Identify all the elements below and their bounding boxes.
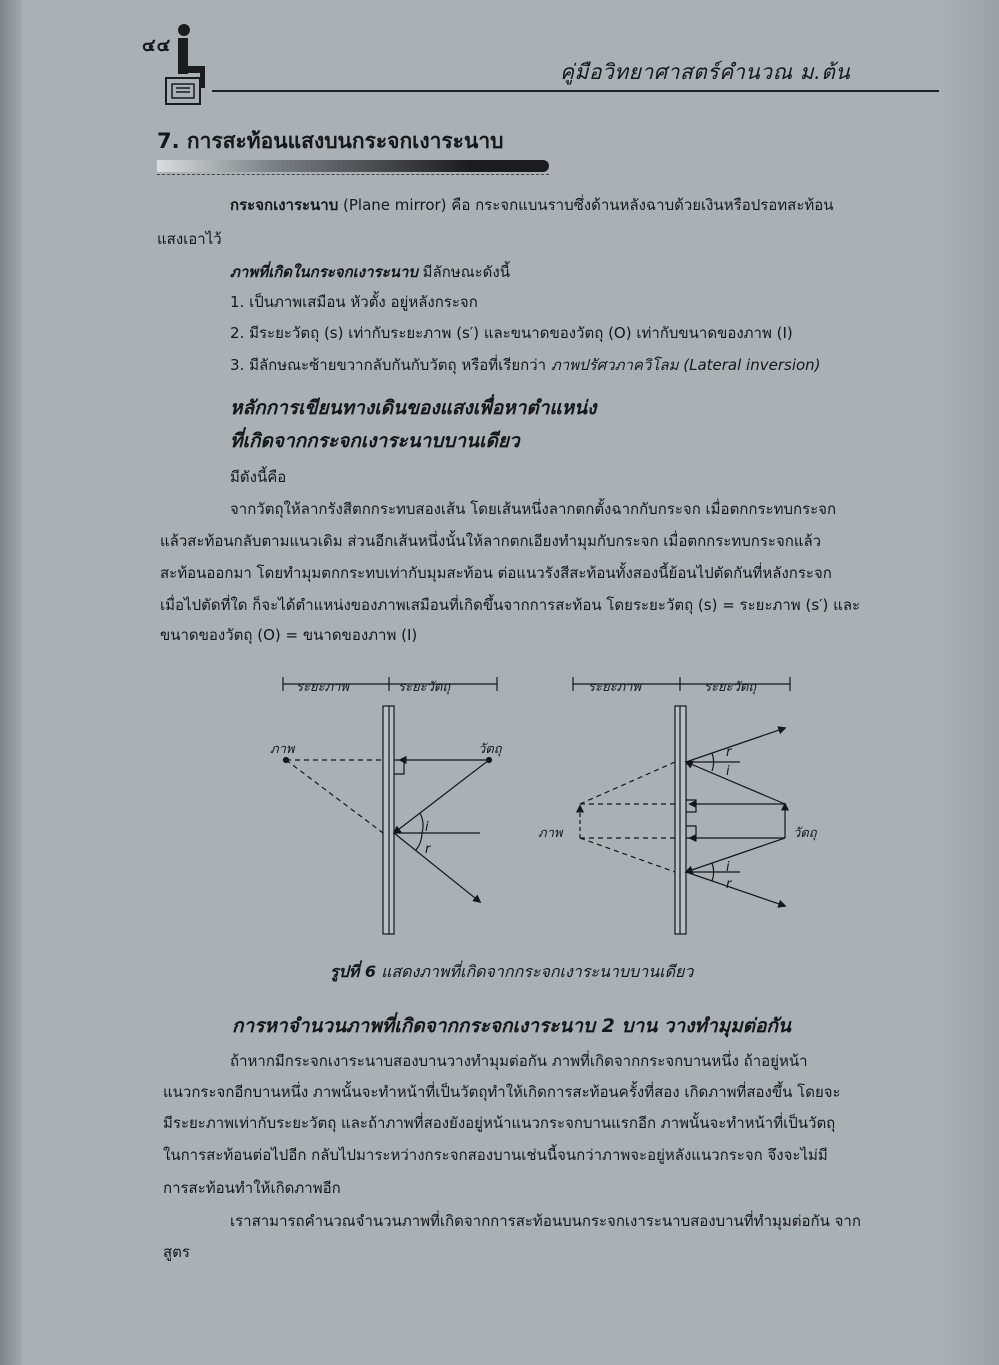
left-image-label: ภาพ [270,742,295,757]
right-image-label: ภาพ [538,826,563,841]
left-dim-object-label: ระยะวัตถุ [398,680,451,695]
two-mirrors-line-3: มีระยะภาพเท่ากับระยะวัตถุ และถ้าภาพที่สองยังอยู่หน้าแนวกระจกบานแรกอีก ภาพนั้นจะทำหน้าที่เป็นวัตถุ [163,1114,836,1132]
intro-term: กระจกเงาระนาบ [230,196,339,214]
ray-line-5: ขนาดของวัตถุ (O) = ขนาดของภาพ (I) [160,626,418,644]
ray-line-4: เมื่อไปตัดที่ใด ก็จะได้ตำแหน่งของภาพเสมือนที่เกิดขึ้นจากการสะท้อน โดยระยะวัตถุ (s) = ระยะภาพ (s′) และ [160,596,861,614]
section-title: 7. การสะท้อนแสงบนกระจกเงาระนาบ [157,129,504,153]
left-angle-i: i [425,820,429,835]
right-object-label: วัตถุ [793,826,817,841]
two-mirrors-line-1: ถ้าหากมีกระจกเงาระนาบสองบานวางทำมุมต่อกัน ภาพที่เกิดจากกระจกบานหนึ่ง ถ้าอยู่หน้า [230,1052,808,1070]
running-header-title: คู่มือวิทยาศาสตร์คำนวณ ม.ต้น [560,60,851,84]
property-item-1: 1. เป็นภาพเสมือน หัวตั้ง อยู่หลังกระจก [230,293,478,311]
left-dim-image-label: ระยะภาพ [296,680,350,695]
property-item-3-italic: ภาพปรัศวภาควิโลม (Lateral inversion) [550,356,821,374]
left-angle-r: r [425,842,431,857]
left-object-label: วัตถุ [478,742,502,757]
two-mirrors-line-2: แนวกระจกอีกบานหนึ่ง ภาพนั้นจะทำหน้าที่เป็นวัตถุทำให้เกิดการสะท้อนครั้งที่สอง เกิดภาพที่สองขึ้น โดยจะ [163,1083,841,1101]
figure-caption-number: รูปที่ 6 [330,962,376,981]
right-dim-object-label: ระยะวัตถุ [704,680,757,695]
intro-line-1-rest: (Plane mirror) คือ กระจกแบนราบซึ่งด้านหลังฉาบด้วยเงินหรือปรอทสะท้อน [338,196,834,214]
right-angle-r-bottom: r [726,877,732,892]
property-item-3-text: 3. มีลักษณะซ้ายขวากลับกันกับวัตถุ หรือที่เรียกว่า [230,356,551,374]
property-item-2: 2. มีระยะวัตถุ (s) เท่ากับระยะภาพ (s′) และขนาดของวัตถุ (O) เท่ากับขนาดของภาพ (I) [230,324,793,342]
ray-heading-line-2: ที่เกิดจากกระจกเงาระนาบบานเดียว [230,430,520,452]
intro-line-2: แสงเอาไว้ [157,230,222,248]
figure-caption-text: แสดงภาพที่เกิดจากกระจกเงาระนาบบานเดียว [376,962,694,981]
ray-line-1: จากวัตถุให้ลากรังสีตกกระทบสองเส้น โดยเส้นหนึ่งลากตกตั้งฉากกับกระจก เมื่อตกกระทบกระจก [230,500,837,518]
properties-heading-rest: มีลักษณะดังนี้ [417,263,510,281]
page-number: ๔๔ [142,35,172,56]
properties-heading-bold: ภาพที่เกิดในกระจกเงาระนาบ [230,263,418,281]
ray-line-2: แล้วสะท้อนกลับตามแนวเดิม ส่วนอีกเส้นหนึ่งนั้นให้ลากตกเอียงทำมุมกับกระจก เมื่อตกกระทบกระจกแล้ว [160,532,822,550]
figure-caption [330,962,693,982]
two-mirrors-line-4: ในการสะท้อนต่อไปอีก กลับไปมาระหว่างกระจกสองบานเช่นนี้จนกว่าภาพจะอยู่หลังแนวกระจก จึงจะไม่มี [163,1146,828,1164]
right-angle-i-top: i [726,764,730,779]
right-angle-r-top: r [726,745,732,760]
ray-intro: มีดังนี้คือ [230,468,287,486]
two-mirrors-line-7: สูตร [163,1243,190,1261]
ray-heading-line-1: หลักการเขียนทางเดินของแสงเพื่อหาตำแหน่ง [230,397,597,419]
right-dim-image-label: ระยะภาพ [588,680,642,695]
two-mirrors-line-5: การสะท้อนทำให้เกิดภาพอีก [163,1179,341,1197]
right-angle-i-bottom: i [726,860,730,875]
two-mirrors-heading: การหาจำนวนภาพที่เกิดจากกระจกเงาระนาบ 2 บาน วางทำมุมต่อกัน [232,1015,791,1037]
ray-line-3: สะท้อนออกมา โดยทำมุมตกกระทบเท่ากับมุมสะท้อน ต่อแนวรังสีสะท้อนทั้งสองนี้ย้อนไปตัดกันที่หลังกระจก [160,564,832,582]
two-mirrors-line-6: เราสามารถคำนวณจำนวนภาพที่เกิดจากการสะท้อนบนกระจกเงาระนาบสองบานที่ทำมุมต่อกัน จาก [230,1212,861,1230]
